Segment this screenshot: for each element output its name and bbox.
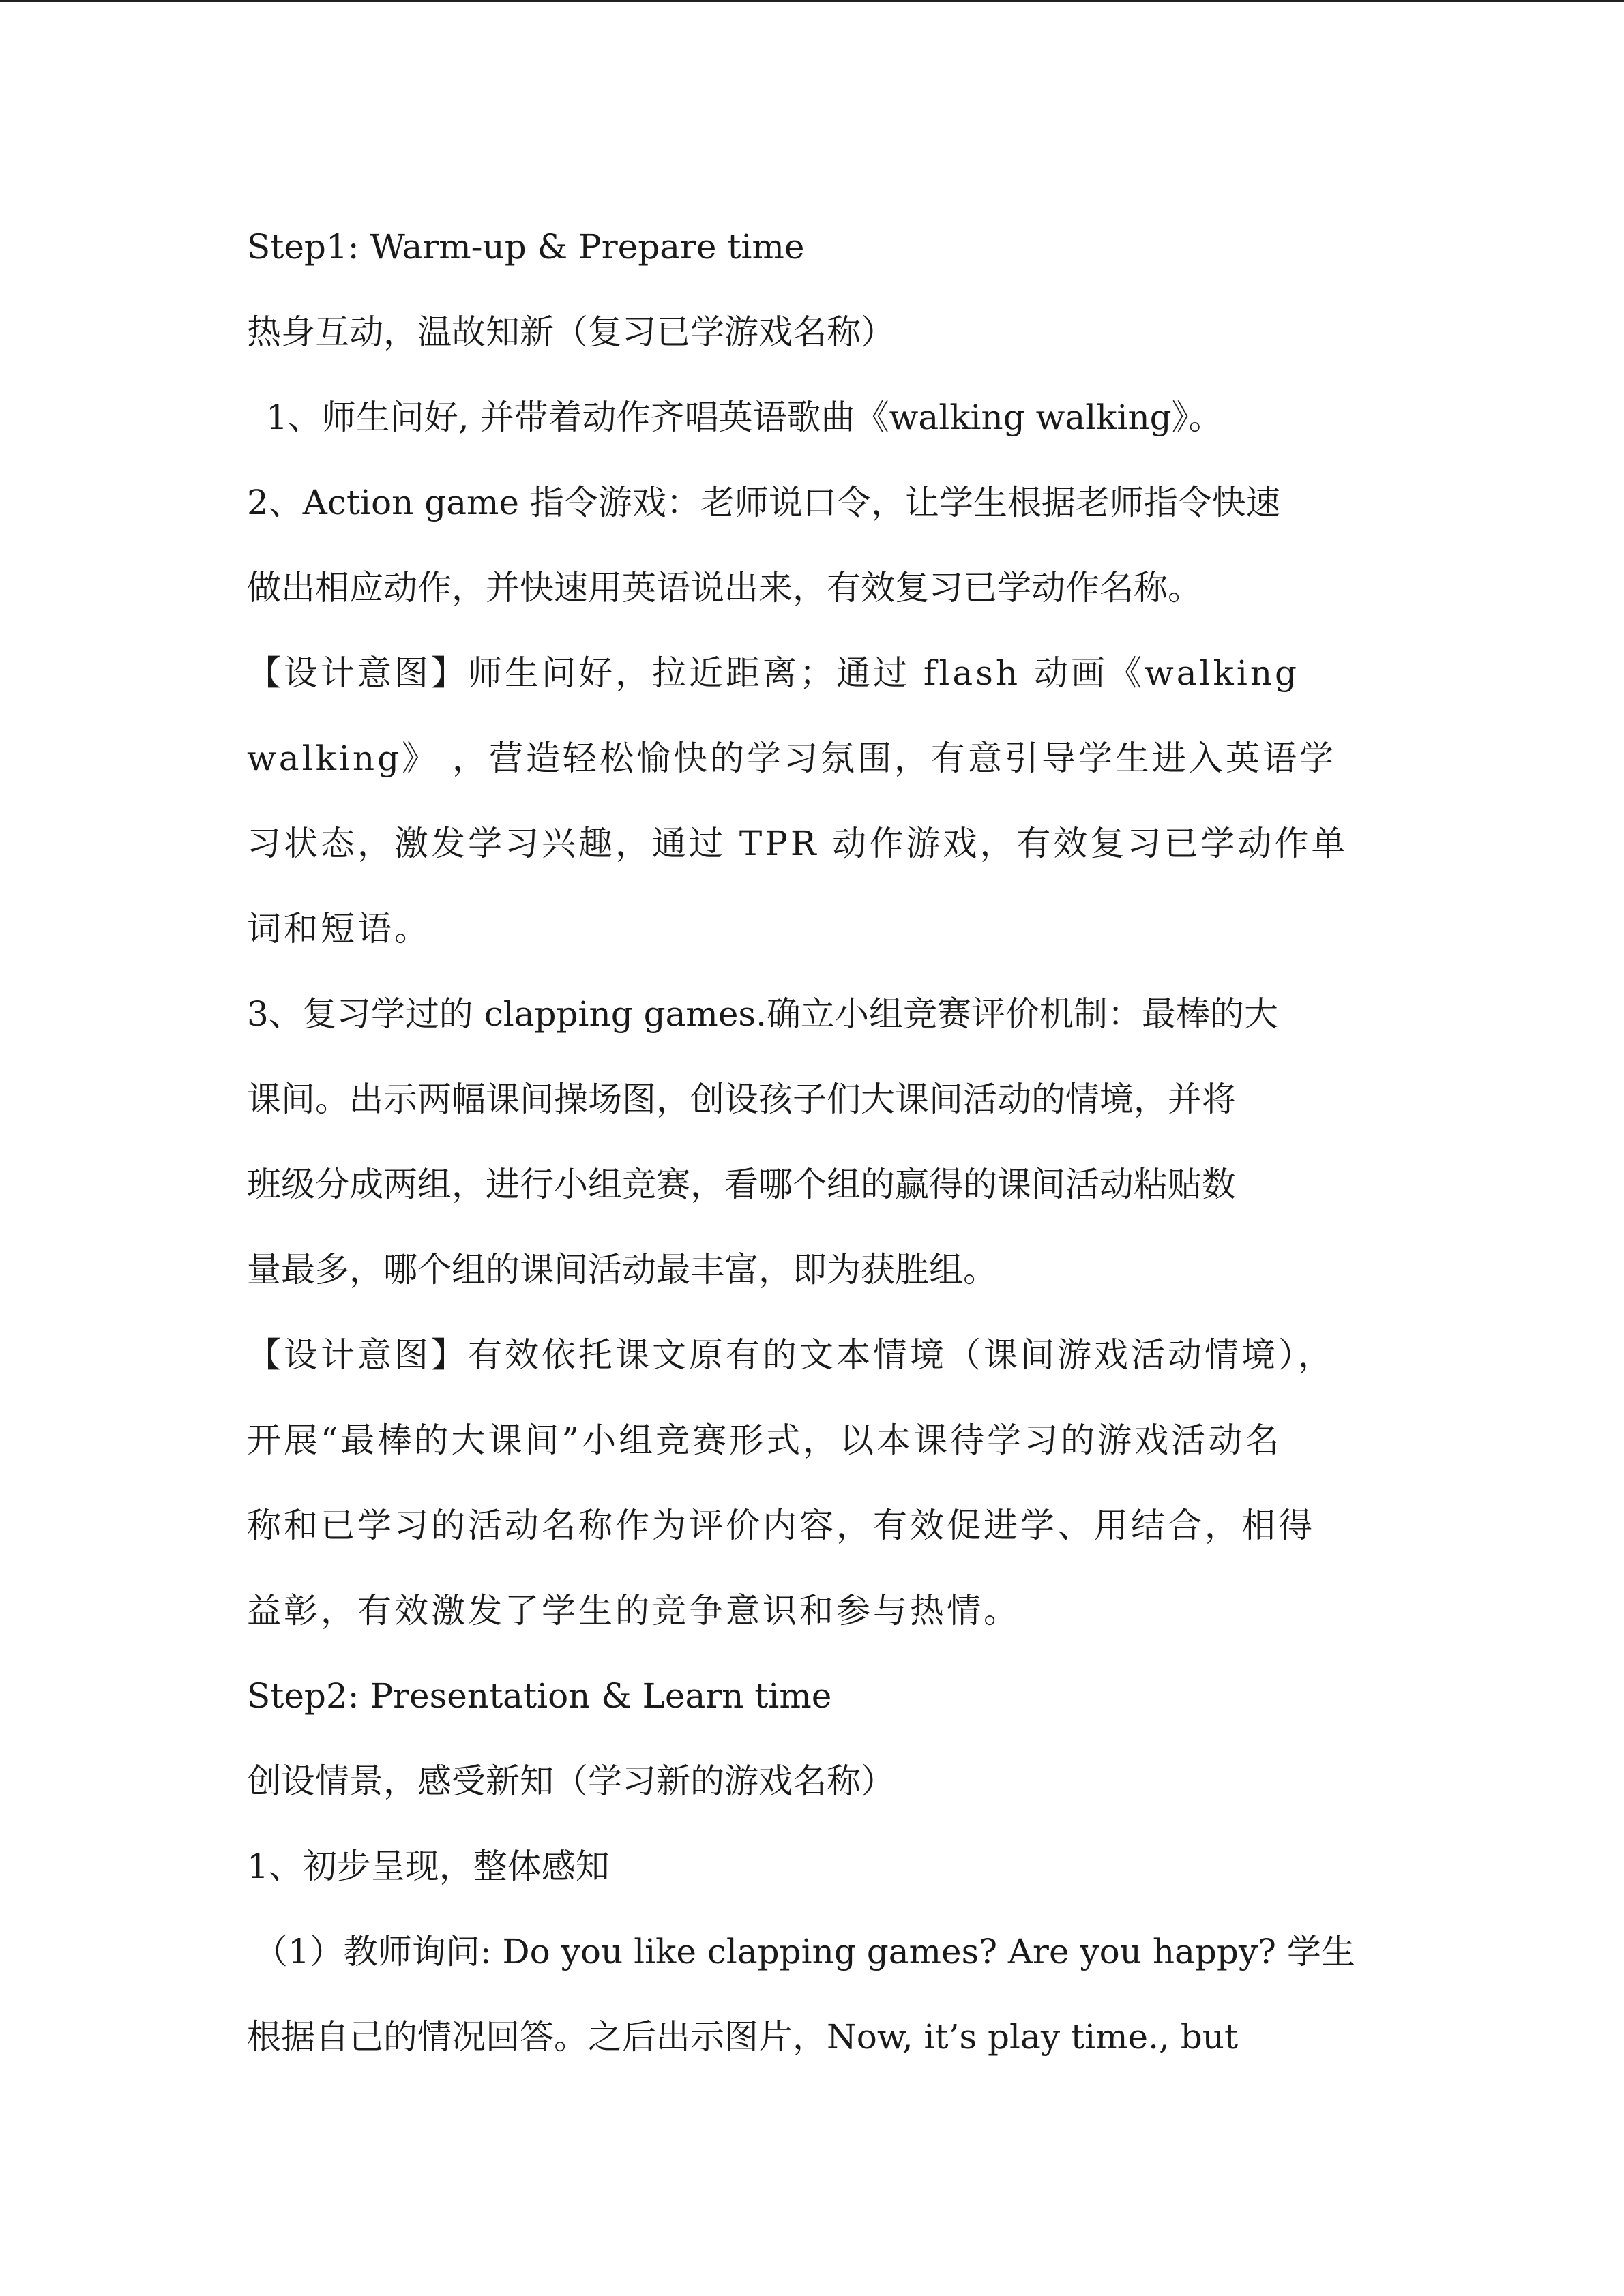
- design-intent-2-line-4: 益彰，有效激发了学生的竞争意识和参与热情。: [247, 1591, 1020, 1630]
- step1-item-2-line-2: 做出相应动作，并快速用英语说出来，有效复习已学动作名称。: [247, 568, 1202, 608]
- step1-heading: Step1: Warm-up & Prepare time: [247, 227, 805, 267]
- step2-item-1: 1、初步呈现，整体感知: [247, 1847, 610, 1886]
- design-intent-2-line-1: 【设计意图】有效依托课文原有的文本情境（课间游戏活动情境），: [247, 1335, 1335, 1375]
- design-intent-1-line-3: 习状态，激发学习兴趣，通过 TPR 动作游戏，有效复习已学动作单: [247, 824, 1348, 863]
- step2-item-1-1-line-2: 根据自己的情况回答。之后出示图片，Now, it’s play time., but: [247, 2017, 1239, 2057]
- step1-item-3-line-2: 课间。出示两幅课间操场图，创设孩子们大课间活动的情境，并将: [247, 1079, 1236, 1119]
- step1-subtitle: 热身互动，温故知新（复习已学游戏名称）: [247, 312, 895, 352]
- design-intent-1-line-1: 【设计意图】师生问好，拉近距离；通过 flash 动画《walking: [247, 653, 1300, 693]
- step1-item-1: 1、师生问好, 并带着动作齐唱英语歌曲《walking walking》。: [266, 398, 1223, 437]
- step2-subtitle: 创设情景，感受新知（学习新的游戏名称）: [247, 1761, 895, 1801]
- step2-heading: Step2: Presentation & Learn time: [247, 1676, 832, 1716]
- design-intent-2-line-3: 称和已学习的活动名称作为评价内容，有效促进学、用结合，相得: [247, 1506, 1315, 1545]
- document-page: [247, 205, 1379, 2080]
- design-intent-1-line-4: 词和短语。: [247, 909, 431, 949]
- step1-item-3-line-1: 3、复习学过的 clapping games.确立小组竞赛评价机制：最棒的大: [247, 994, 1278, 1034]
- design-intent-1-line-2: walking》 ，营造轻松愉快的学习氛围，有意引导学生进入英语学: [247, 739, 1336, 778]
- step1-item-3-line-3: 班级分成两组，进行小组竞赛，看哪个组的赢得的课间活动粘贴数: [247, 1165, 1236, 1204]
- step1-item-3-line-4: 量最多，哪个组的课间活动最丰富，即为获胜组。: [247, 1250, 997, 1289]
- page-top-border: [0, 0, 1624, 2]
- design-intent-2-line-2: 开展“最棒的大课间”小组竞赛形式，以本课待学习的游戏活动名: [247, 1420, 1282, 1460]
- step2-item-1-1-line-1: （1）教师询问: Do you like clapping games? Are you happy? 学生: [254, 1932, 1355, 1971]
- step1-item-2-line-1: 2、Action game 指令游戏：老师说口令，让学生根据老师指令快速: [247, 483, 1280, 522]
